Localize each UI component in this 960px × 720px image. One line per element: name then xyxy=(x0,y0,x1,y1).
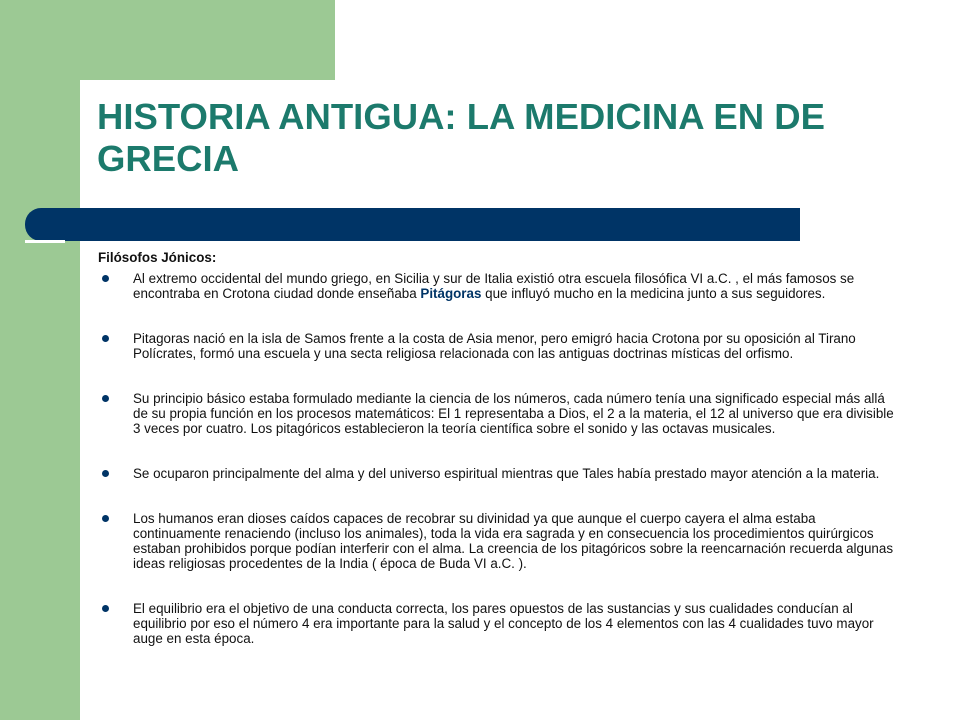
bar-divider-line xyxy=(25,240,65,243)
bullet-item xyxy=(98,601,898,646)
bullet-item xyxy=(98,271,898,301)
bullet-item xyxy=(98,466,898,481)
bullet-dot-icon xyxy=(102,470,109,477)
bullet-text: Los humanos eran dioses caídos capaces de recobrar su divinidad ya que aunque el cuerpo cayera el alma estaba continuamente renaciendo (incluso los animales), toda la vida era sagrada y en consecuencia los procedimientos quirúrgicos estaban prohibidos porque podían interferir con el alma. La creencia de los pitagóricos sobre la reencarnación recuerda algunas ideas religiosas procedentes de la India ( época de Buda VI a.C. ). xyxy=(133,511,894,571)
decorative-green-column xyxy=(0,0,80,720)
bullet-dot-icon xyxy=(102,515,109,522)
section-subheading: Filósofos Jónicos: xyxy=(98,250,217,265)
title-underline-bar xyxy=(25,208,800,241)
bullet-dot-icon xyxy=(102,335,109,342)
bullet-dot-icon xyxy=(102,275,109,282)
highlighted-name: Pitágoras xyxy=(420,286,482,301)
bullet-item xyxy=(98,391,898,436)
bullet-dot-icon xyxy=(102,605,109,612)
bullet-item xyxy=(98,511,898,571)
bullet-list xyxy=(98,271,898,646)
bullet-text: que influyó mucho en la medicina junto a sus seguidores. xyxy=(481,286,826,301)
bullet-dot-icon xyxy=(102,395,109,402)
slide-body xyxy=(98,250,898,676)
bullet-text: Pitagoras nació en la isla de Samos frente a la costa de Asia menor, pero emigró hacia Crotona por su oposición al Tirano Polícrates, formó una escuela y una secta religiosa relacionada con las antiguas doctrinas místicas del orfismo. xyxy=(133,331,856,361)
bullet-text: Al extremo occidental del mundo griego, en Sicilia y sur de Italia existió otra escuela filosófica VI a.C. , el más famosos se encontraba en Crotona ciudad donde enseñaba xyxy=(133,271,855,301)
slide-title: HISTORIA ANTIGUA: LA MEDICINA EN DE GRECIA xyxy=(97,96,825,179)
bullet-text: Su principio básico estaba formulado mediante la ciencia de los números, cada número tenía una significado especial más allá de su propia función en los procesos matemáticos: El 1 representaba a Dios, el 2 a la materia, el 12 al universo que era divisible 3 veces por cuatro. Los pitagóricos establecieron la teoría científica sobre el sonido y las octavas musicales. xyxy=(133,391,894,436)
decorative-green-block xyxy=(80,0,335,80)
bullet-text: Se ocuparon principalmente del alma y del universo espiritual mientras que Tales había prestado mayor atención a la materia. xyxy=(133,466,880,481)
bullet-text: El equilibrio era el objetivo de una conducta correcta, los pares opuestos de las sustancias y sus cualidades conducían al equilibrio por eso el número 4 era importante para la salud y el concepto de los 4 elementos con las 4 cualidades tuvo mayor auge en esta época. xyxy=(133,601,874,646)
bullet-item xyxy=(98,331,898,361)
